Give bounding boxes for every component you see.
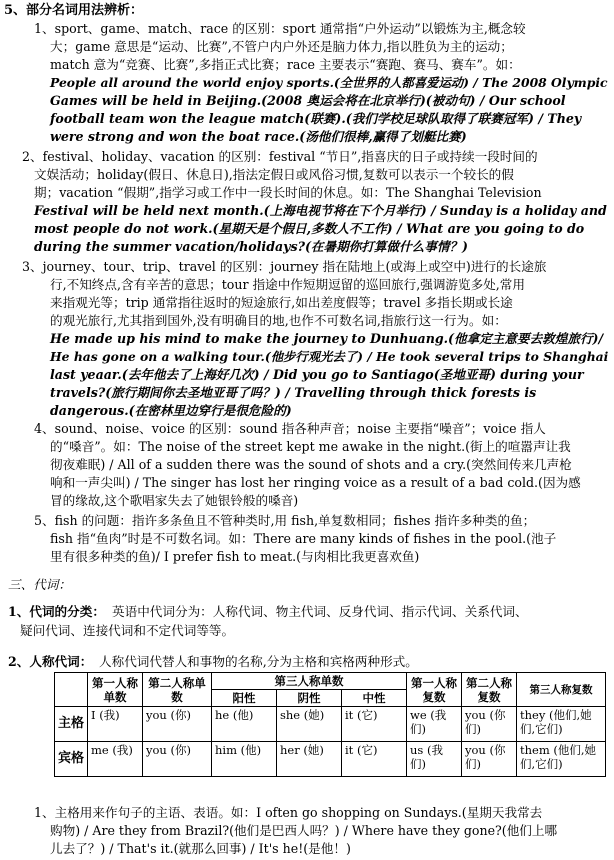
item2-line3: 期；vacation “假期”,指学习或工作中一段长时间的休息。如：The Shanghai Television — [34, 185, 542, 200]
table-cell: her (她) — [277, 742, 342, 777]
item5-line3: 里有很多种类的鱼)/ I prefer fish to meat.(与肉相比我更喜欢鱼) — [50, 549, 420, 564]
table-cell: you (你们) — [462, 707, 517, 742]
table-cell: he (他) — [212, 707, 277, 742]
item1-line1: 1、sport、game、match、race 的区别：sport 通常指“户外运动”以锻炼为主,概念较 — [34, 21, 526, 36]
item3-line3: 来指观光等；trip 通常指往返时的短途旅行,如出差度假等；travel 多指长期或长途 — [50, 295, 513, 310]
item2-line2: 文娱活动；holiday(假日、休息日),指法定假日或风俗习惯,复数可以表示一个较长的假 — [34, 167, 514, 182]
row-label: 宾格 — [55, 742, 88, 777]
item3-line4: 的观光旅行,尤其指到国外,没有明确目的地,也作不可数名词,指旅行这一行为。如： — [50, 313, 507, 328]
table-cell: you (你) — [143, 707, 212, 742]
item3-line6: He has gone on a walking tour.(他步行观光去了) / He took several trips to Shanghai — [50, 349, 609, 364]
section3-title: 三、代词： — [8, 577, 71, 592]
header-first-singular: 第一人称单数 — [88, 673, 143, 707]
row-label: 主格 — [55, 707, 88, 742]
item3-line2: 行,不知终点,含有辛苦的意思；tour 指途中作短期逗留的巡回旅行,强调游览多处,常用 — [50, 277, 525, 292]
usage-line2: 购物) / Are they from Brazil?(他们是巴西人吗？) / Where have they gone?(他们上哪 — [50, 823, 558, 838]
item3-line9: dangerous.(在密林里边穿行是很危险的) — [50, 403, 292, 418]
table-cell: it (它) — [342, 742, 407, 777]
pronoun-table — [54, 672, 606, 777]
item1-line4: People all around the world enjoy sports.(全世界的人都喜爱运动) / The 2008 Olympic — [50, 75, 608, 90]
table-cell: us (我们) — [407, 742, 462, 777]
table-cell: you (你) — [143, 742, 212, 777]
table-cell: him (他) — [212, 742, 277, 777]
item3-line5: He made up his mind to make the journey to Dunhuang.(他拿定主意要去敦煌旅行)/ — [50, 331, 604, 346]
item4-line2: 的“嗓音”。如：The noise of the street kept me awake in the night.(街上的喧嚣声让我 — [50, 439, 571, 454]
table-cell: me (我) — [88, 742, 143, 777]
usage-line1: 1、主格用来作句子的主语、表语。如：I often go shopping on Sundays.(星期天我常去 — [34, 805, 543, 820]
item5-line2: fish 指“鱼肉”时是不可数名词。如：There are many kinds of fishes in the pool.(池子 — [50, 531, 557, 546]
header-first-plural: 第一人称复数 — [407, 673, 462, 707]
table-corner — [55, 673, 88, 707]
table-row-objective — [55, 742, 606, 777]
header-second-plural: 第二人称复数 — [462, 673, 517, 707]
item3-line1: 3、journey、tour、trip、travel 的区别：journey 指在陆地上(或海上或空中)进行的长途旅 — [22, 259, 547, 274]
item2-line6: during the summer vacation/holidays?(在暑期你打算做什么事情？) — [34, 239, 469, 254]
header-masculine: 阳性 — [212, 690, 277, 707]
item1-line3: match 意为“竞赛、比赛”,多指正式比赛；race 主要表示“赛跑、赛马、赛车”。如： — [50, 57, 521, 72]
table-cell: we (我们) — [407, 707, 462, 742]
item1-line2: 大；game 意思是“运动、比赛”,不管户内户外还是脑力体力,指以胜负为主的运动； — [50, 39, 513, 54]
item4-line5: 冒的缘故,这个歌唱家失去了她银铃般的嗓音) — [50, 493, 299, 508]
table-cell: I (我) — [88, 707, 143, 742]
table-cell: they (他们,她们,它们) — [517, 707, 606, 742]
table-cell: it (它) — [342, 707, 407, 742]
classification-label: 1、代词的分类： — [8, 604, 105, 619]
header-third-singular: 第三人称单数 — [212, 673, 407, 690]
item3-line8: travels?(旅行期间你去圣地亚哥了吗？) / Travelling through thick forests is — [50, 385, 537, 400]
section-title: 5、部分名词用法辨析： — [4, 3, 144, 18]
header-neuter: 中性 — [342, 690, 407, 707]
item4-line4: 响和一声尖叫) / The singer has lost her ringing voice as a result of a bad cold.(因为感 — [50, 475, 581, 490]
item1-line5: Games will be held in Beijing.(2008 奥运会将在北京举行)(被动句) / Our school — [50, 93, 566, 108]
item4-line3: 彻夜难眠) / All of a sudden there was the sound of shots and a cry.(突然间传来几声枪 — [50, 457, 572, 472]
item4-line1: 4、sound、noise、voice 的区别：sound 指各种声音；noise 主要指“噪音”；voice 指人 — [34, 421, 546, 436]
personal-label: 2、人称代词： — [8, 654, 93, 669]
header-third-plural: 第三人称复数 — [517, 673, 606, 707]
item1-line6: football team won the league match(联赛).(我们学校足球队取得了联赛冠军) / They — [50, 111, 582, 126]
personal-text: 人称代词代替人和事物的名称,分为主格和宾格两种形式。 — [99, 654, 418, 669]
classification-line2: 疑问代词、连接代词和不定代词等等。 — [20, 623, 235, 638]
header-feminine: 阴性 — [277, 690, 342, 707]
item3-line7: last yeaar.(去年他去了上海好几次) / Did you go to Santiago(圣地亚哥) during your — [50, 367, 584, 382]
table-cell: them (他们,她们,它们) — [517, 742, 606, 777]
item5-line1: 5、fish 的问题：指许多条鱼且不管种类时,用 fish,单复数相同；fishes 指许多种类的鱼； — [34, 513, 536, 528]
table-row-nominative — [55, 707, 606, 742]
usage-line3: 儿去了？) / That's it.(就那么回事) / It's he!(是他！) — [50, 841, 351, 856]
table-cell: she (她) — [277, 707, 342, 742]
item1-line7: were strong and won the boat race.(汤他们很棒,赢得了划艇比赛) — [50, 129, 467, 144]
item2-line1: 2、festival、holiday、vacation 的区别：festival “节日”,指喜庆的日子或持续一段时间的 — [22, 149, 538, 164]
table-cell: you (你们) — [462, 742, 517, 777]
item2-line5: most people do not work.(星期天是个假日,多数人不工作) / What are you going to do — [34, 221, 585, 236]
classification-line1: 英语中代词分为：人称代词、物主代词、反身代词、指示代词、关系代词、 — [112, 604, 528, 619]
header-second-singular: 第二人称单数 — [143, 673, 212, 707]
item2-line4: Festival will be held next month.(上海电视节将在下个月举行) / Sunday is a holiday and — [34, 203, 607, 218]
